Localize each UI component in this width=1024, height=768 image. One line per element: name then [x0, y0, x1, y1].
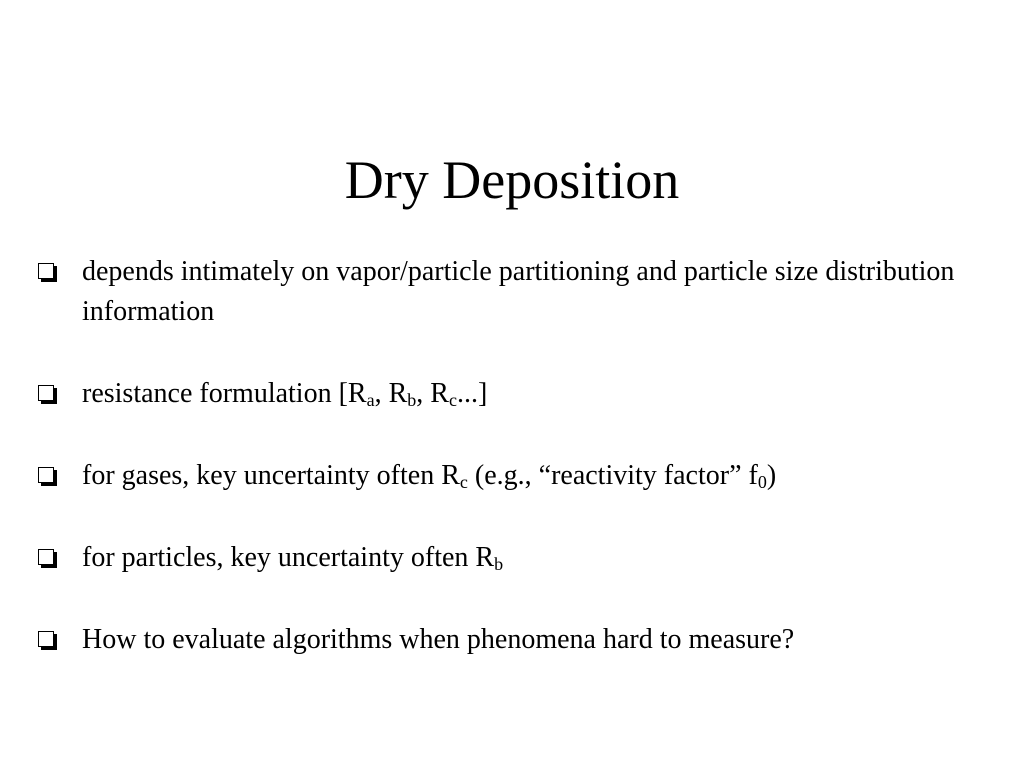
bullet-text [82, 378, 487, 409]
bullet-text [82, 624, 794, 655]
bullet-text-segment: , R [416, 378, 449, 409]
bullet-text-segment: (e.g., “reactivity factor” f [467, 460, 758, 491]
bullet-text-segment: How to evaluate algorithms when phenomena hard to measure? [82, 624, 795, 655]
bullet-item [38, 374, 988, 414]
bullet-item [38, 456, 988, 496]
bullet-list [38, 252, 988, 702]
bullet-text [82, 542, 503, 573]
bullet-item [38, 538, 988, 578]
subscript: b [494, 554, 504, 574]
checkbox-bullet-icon [38, 385, 54, 401]
bullet-text-segment: resistance formulation [R [82, 378, 367, 409]
checkbox-bullet-icon [38, 263, 54, 279]
bullet-item [38, 620, 988, 660]
slide-title: Dry Deposition [344, 150, 680, 210]
bullet-text-segment: , R [374, 378, 408, 409]
checkbox-bullet-icon [38, 549, 54, 565]
bullet-text [82, 460, 776, 491]
bullet-text-segment: for particles, key uncertainty often R [82, 542, 495, 573]
subscript: c [448, 390, 457, 410]
subscript: a [366, 390, 375, 410]
subscript: b [407, 390, 417, 410]
bullet-item [38, 252, 988, 332]
checkbox-bullet-icon [38, 631, 54, 647]
bullet-text-segment: ...] [456, 378, 488, 409]
checkbox-bullet-icon [38, 467, 54, 483]
bullet-text-segment: for gases, key uncertainty often R [82, 460, 460, 491]
bullet-text-segment: depends intimately on vapor/particle partitioning and particle size distribution information [82, 256, 955, 327]
subscript: c [459, 472, 468, 492]
bullet-text-segment: ) [766, 460, 777, 491]
bullet-text [82, 256, 954, 327]
subscript: 0 [757, 472, 767, 492]
